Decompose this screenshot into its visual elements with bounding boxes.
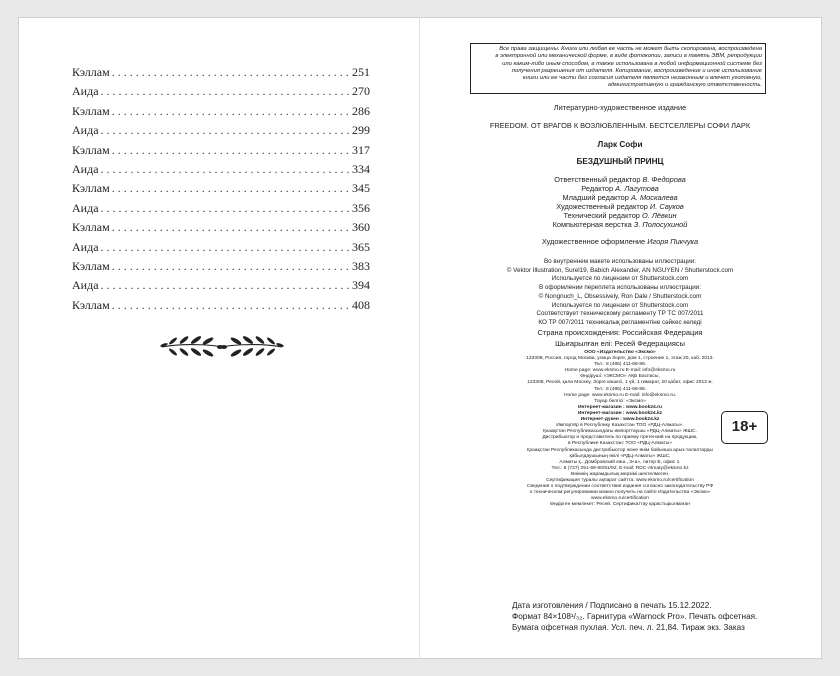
toc-leader-dots [112, 104, 350, 119]
country-of-origin [470, 328, 770, 349]
toc-page-number: 299 [352, 123, 370, 138]
credit-name: В. Федорова [642, 175, 686, 184]
toc-chapter-name: Аида [72, 123, 99, 138]
illustrations-line: Соответствует техническому регламенту ТР ТС 007/2011 [536, 310, 704, 318]
toc-row [72, 220, 370, 239]
publisher-info-line: Алматы қ., Домбровский көш., 3«а», литер Б, офис 1. [559, 459, 681, 465]
credit-role: Художественный редактор [556, 202, 648, 211]
publisher-info-line: Өндіруші: «ЭКСМО» АҚБ Баспасы, [580, 374, 660, 380]
toc-page-number: 334 [352, 161, 370, 176]
publisher-info-line: Өндірген мемлекет: Ресей. Сертификаттау қарастырылмаған [550, 502, 690, 508]
rights-notice-box [470, 43, 766, 94]
toc-row [72, 298, 370, 317]
illustrations-line: В оформлении переплета использованы иллюстрации: [538, 284, 702, 292]
rights-notice-line: получения разрешения от издателя. Копирование, воспроизведение и иное использование [511, 67, 762, 74]
publisher-info-line: Сертификация туралы ақпарат сайтта: www.eksmo.ru/certification [546, 477, 694, 483]
toc-row [72, 123, 370, 142]
publisher-info-line: Қазақстан Республикасындағы импорттаушы «РДЦ-Алматы» ЖШС. [543, 429, 697, 435]
print-info [512, 600, 758, 634]
toc-page-number: 286 [352, 103, 370, 118]
toc-leader-dots [112, 181, 350, 196]
toc-chapter-name: Кэллам [72, 297, 110, 312]
credit-role: Компьютерная верстка [552, 220, 632, 229]
toc-chapter-name: Кэллам [72, 181, 110, 196]
credit-role: Технический редактор [563, 211, 640, 220]
illustrations-line: КО ТР 007/2011 техникалық регламентіне сәйкес келеді [538, 318, 702, 326]
rights-notice-line: в электронной или механической форме, в виде фотокопии, записи в память ЭВМ, репродукции [495, 53, 762, 60]
page-gutter [419, 17, 420, 659]
origin-line: Страна происхождения: Российская Федерация [537, 328, 703, 337]
toc-row [72, 201, 370, 220]
rights-notice-line: административную и гражданскую ответственность. [607, 82, 762, 89]
rights-notice-line: или каким-либо иным способом, а также использована в любой информационной системе без [502, 60, 762, 67]
laurel-ornament-icon [158, 330, 286, 362]
publisher-info-line: www.eksmo.ru/certification [591, 496, 649, 502]
publisher-info-line: Тел.: 8 (727) 251-59-90/91/92; E-mail: RDC-Almaty@eksmo.kz [551, 465, 689, 471]
publisher-info-line: Дистрибьютор и представитель по приему претензий на продукцию, [542, 435, 698, 441]
publisher-info-line: о техническом регулировании можно получить на сайте Издательства «Эксмо» [529, 490, 711, 496]
credit-line [470, 211, 770, 220]
age-rating-badge: 18+ [721, 411, 768, 444]
toc-chapter-name: Кэллам [72, 220, 110, 235]
publisher-info-line: Интернет-магазин : www.book24.ru [578, 404, 662, 410]
toc-leader-dots [112, 143, 350, 158]
print-info-line: Дата изготовления / Подписано в печать 15.12.2022. [512, 601, 712, 610]
toc-page-number: 345 [352, 181, 370, 196]
toc-row [72, 84, 370, 103]
illustrations-line: Используется по лицензии от Shutterstock.com [551, 275, 689, 283]
toc-page-number: 360 [352, 220, 370, 235]
publisher-info-line: Тауар белгісі: «Эксмо» [594, 398, 646, 404]
toc-leader-dots [101, 240, 350, 255]
publisher-info-line: Тел.: 8 (495) 411-68-86. [593, 386, 647, 392]
toc-leader-dots [101, 201, 350, 216]
design-name: Игоря Пикчука [647, 237, 699, 246]
toc-row [72, 143, 370, 162]
publisher-info-line: қабылдаушының өкілі «РДЦ-Алматы» ЖШС, [569, 453, 671, 459]
toc-page-number: 317 [352, 142, 370, 157]
toc-row [72, 240, 370, 259]
series-name: FREEDOM. ОТ ВРАГОВ К ВОЗЛЮБЛЕННЫМ. БЕСТСЕЛЛЕРЫ СОФИ ЛАРК [489, 121, 751, 130]
rights-notice-line: книги или ее части без согласия издателя является незаконным и влечет уголовную, [522, 75, 762, 82]
toc-leader-dots [112, 65, 350, 80]
toc-leader-dots [112, 220, 350, 235]
credit-line [470, 175, 770, 184]
illustrations-line: Во внутреннем макете использованы иллюстрации: [543, 258, 697, 265]
publisher-info-line: Интернет-дүкен : www.book24.kz [580, 417, 660, 423]
toc-chapter-name: Аида [72, 200, 99, 215]
toc-row [72, 181, 370, 200]
design-role: Художественное оформление [541, 237, 646, 246]
edition-type: Литературно-художественное издание [553, 103, 687, 112]
credit-line [470, 202, 770, 211]
credits [470, 175, 770, 229]
credit-role: Ответственный редактор [554, 175, 641, 184]
toc-chapter-name: Кэллам [72, 65, 110, 79]
publisher-info-line: Home page: www.eksmo.ru E-mail: info@eksmo.ru. [563, 392, 677, 398]
toc-leader-dots [112, 298, 350, 313]
toc-page-number: 365 [352, 239, 370, 254]
credit-name: И. Сауков [649, 202, 684, 211]
credit-line [470, 220, 770, 229]
credit-line [470, 193, 770, 202]
publisher-info-line: 123308, Ресей, қала Мәскеу, Зорге көшесі, 1 үй, 1 ғимарат, 20 қабат, офис 2013 ж. [527, 380, 713, 386]
publisher-info-line: Тел.: 8 (495) 411-68-86. [593, 362, 647, 368]
publisher-info-line: Сведения о подтверждении соответствия издания согласно законодательству РФ [526, 484, 714, 490]
publisher-info-line: Импортёр в Республику Казахстан ТОО «РДЦ-Алматы». [556, 423, 684, 429]
toc-page-number: 251 [352, 65, 370, 79]
table-of-contents [72, 65, 370, 317]
credit-role: Младший редактор [562, 193, 629, 202]
toc-leader-dots [101, 278, 350, 293]
book-title: БЕЗДУШНЫЙ ПРИНЦ [576, 157, 664, 166]
illustrations-info [470, 258, 770, 328]
print-info-line: Формат 84×108¹/₃₂. Гарнитура «Warnock Pro». Печать офсетная. [512, 612, 758, 622]
toc-row [72, 65, 370, 84]
toc-row [72, 278, 370, 297]
toc-chapter-name: Аида [72, 239, 99, 254]
publisher-info-line: Өнімнің жарамдылық мерзімі шектелмеген. [570, 471, 670, 477]
toc-chapter-name: Кэллам [72, 103, 110, 118]
publisher-info-line: 123308, Россия, город Москва, улица Зорге, дом 1, строение 1, этаж 20, каб. 2013. [526, 356, 714, 362]
toc-page-number: 408 [352, 297, 370, 312]
toc-row [72, 104, 370, 123]
origin-line: Шығарылған елі: Ресей Федерациясы [555, 338, 685, 348]
rights-notice-line: Все права защищены. Книга или любая ее часть не может быть скопирована, воспроизведена [499, 46, 762, 52]
credit-role: Редактор [581, 184, 614, 193]
publisher-info-line: в Республике Казахстан: ТОО «РДЦ-Алматы» [568, 441, 672, 447]
illustrations-line: Используется по лицензии от Shutterstock.com [551, 301, 689, 309]
illustrations-line: © Vektor Illustration, Surel19, Babich Alexander, AN NGUYEN / Shutterstock.com [506, 266, 734, 274]
illustrations-line: © Nongnuch_L, Obsessively, Ron Dale / Shutterstock.com [538, 292, 702, 300]
credit-name: З. Полосухиной [633, 220, 688, 229]
toc-page-number: 383 [352, 258, 370, 273]
toc-chapter-name: Аида [72, 161, 99, 176]
credit-name: А. Москалева [630, 193, 678, 202]
author-name: Ларк Софи [597, 140, 643, 149]
toc-page-number: 394 [352, 278, 370, 293]
toc-page-number: 270 [352, 84, 370, 99]
toc-leader-dots [101, 84, 350, 99]
toc-leader-dots [101, 162, 350, 177]
publisher-info-line: ООО «Издательство «Эксмо» [584, 350, 656, 355]
toc-leader-dots [101, 123, 350, 138]
credit-name: А. Лагутова [615, 184, 659, 193]
publisher-info-line: Интернет-магазин : www.book24.kz [577, 410, 663, 416]
credit-name: О. Лёвкин [641, 211, 677, 220]
publisher-info-line: Home page: www.eksmo.ru E-mail: info@eksmo.ru [564, 368, 676, 374]
toc-row [72, 259, 370, 278]
credit-line [470, 184, 770, 193]
toc-chapter-name: Кэллам [72, 258, 110, 273]
design-credit [470, 237, 770, 247]
toc-row [72, 162, 370, 181]
toc-chapter-name: Аида [72, 84, 99, 99]
print-info-line: Бумага офсетная пухлая. Усл. печ. л. 21,84. Тираж экз. Заказ [512, 623, 745, 633]
toc-chapter-name: Аида [72, 278, 99, 293]
toc-leader-dots [112, 259, 350, 274]
toc-page-number: 356 [352, 200, 370, 215]
toc-chapter-name: Кэллам [72, 142, 110, 157]
publisher-info-line: Қазақстан Республикасында дистрибьютор және өнім бойынша арыз-талаптарды [526, 447, 714, 453]
